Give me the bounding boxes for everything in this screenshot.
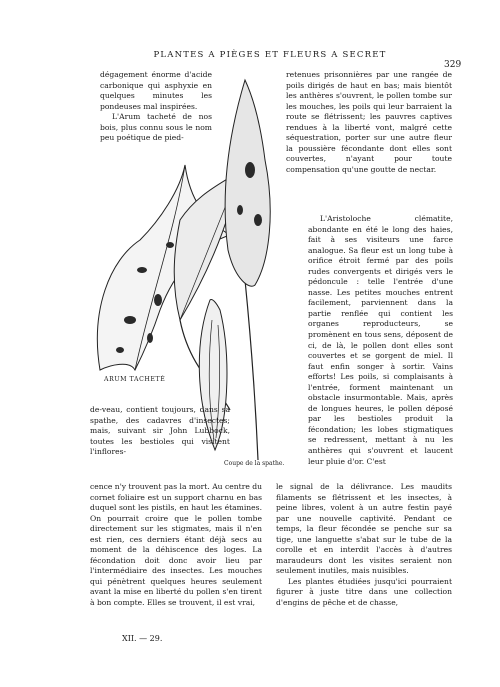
spathe-caption: Coupe de la spathe. <box>224 460 285 467</box>
folio-signature: XII. — 29. <box>122 634 163 643</box>
paragraph: L'Aristoloche clématite, abondante en été le long des haies, fait à ses visiteurs une farce analogue. Sa fleur est un long tube à orifice étroit fermé par des poils rudes convergents et dirigés vers le pédoncule : telle l'entrée d'une nasse. Les petites mouches entrent facilement, parviennent dans la partie renflée qui contient les organes reproducteurs, se promènent en tous sens, déposent de ci, de là, le pollen dont elles sont couvertes et se gorgent de miel. Il faut enfin songer à sortir. Vains efforts! Les poils, si complaisants à l'entrée, forment maintenant un obstacle insurmontable. Mais, après de longues heures, le pollen déposé par les bestioles produit la fécondation; les lobes stigmatiques se redressent, mettant à nu les anthères qui s'ouvrent et laucent leur pluie d'or. C'est <box>308 214 453 466</box>
paragraph: retenues prisonnières par une rangée de poils dirigés de haut en bas; mais bientôt les anthères s'ouvrent, le pollen tombe sur les mouches, les poils qui leur barraient la route se flétrissent; les pauvres captives rendues à la liberté vont, malgré cette séquestration, porter sur une autre fleur la poussière fécondante dont elles sont couvertes, n'ayant pour toute compensation qu'une goutte de nectar. <box>286 70 452 174</box>
left-column-mid <box>90 405 230 458</box>
arum-caption: ARUM TACHETÉ <box>104 376 166 383</box>
left-column-bottom <box>90 482 262 609</box>
paragraph: le signal de la délivrance. Les maudits filaments se flétrissent et les insectes, à peine libres, volent à un autre festin payé par une nouvelle captivité. Pendant ce temps, la fleur fécondée se penche sur sa tige, une languette s'abat sur le tube de la corolle et en interdit l'accès à d'autres maraudeurs dont les visites seraient non seulement inutiles, mais nuisibles. <box>276 482 452 576</box>
right-column-mid <box>308 214 453 467</box>
paragraph: L'Arum tacheté de nos bois, plus connu sous le nom peu poétique de pied- <box>100 112 212 143</box>
paragraph: dégagement énorme d'acide carbonique qui asphyxie en quelques minutes les pondeuses mal inspirées. <box>100 70 212 111</box>
arum-spathe <box>225 80 270 286</box>
left-column-top <box>100 70 212 144</box>
paragraph: cence n'y trouvent pas la mort. Au centre du cornet foliaire est un support charnu en bas duquel sont les pistils, en haut les étamines. On pourrait croire que le pollen tombe directement sur les stigmates, mais il n'en est rien, ces derniers étant déjà secs au moment de la déhiscence des loges. La fécondation doit donc avoir lieu par l'intermédiaire des insectes. Les mouches qui pénètrent quelques heures seulement avant la mise en liberté du pollen s'en tirent à bon compte. Elles se trouvent, il est vrai, <box>90 482 262 608</box>
right-column-bottom <box>276 482 452 609</box>
right-column-top <box>286 70 452 175</box>
running-head: PLANTES A PIÈGES ET FLEURS A SECRET <box>153 50 387 60</box>
paragraph: Les plantes étudiées jusqu'ici pourraient figurer à juste titre dans une collection d'engins de pêche et de chasse, <box>276 576 452 608</box>
page-number: 329 <box>444 60 462 70</box>
paragraph: de-veau, contient toujours, dans sa spathe, des cadavres d'insectes; mais, suivant sir John Lubbock, toutes les bestioles qui visitent l'inflores- <box>90 405 230 457</box>
